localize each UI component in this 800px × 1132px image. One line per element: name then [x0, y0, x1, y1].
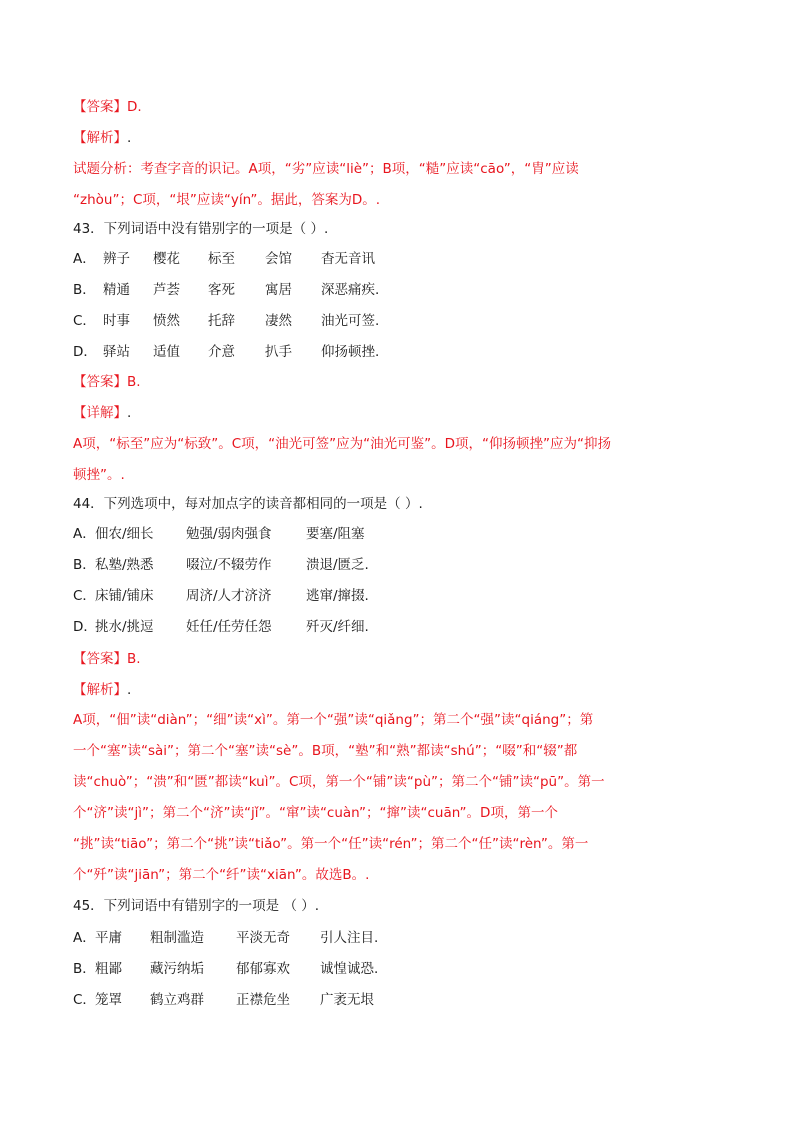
analysis-tag: 【解析】	[73, 682, 127, 698]
q42-analysis-row	[73, 128, 131, 148]
option-letter: C．	[73, 992, 96, 1008]
answer-tag: 【答案】	[73, 99, 127, 115]
option-word: 粗制滥造	[150, 930, 204, 946]
q42-explanation-line-2: “zhòu”；C项，“垠”应读“yín”。据此，答案为D。.	[73, 192, 381, 208]
q44-explanation-line: 读“chuò”；“溃”和“匮”都读“kuì”。C项，第一个“铺”读“pù”；第二个“铺”读“pū”。第一	[73, 774, 605, 790]
option-letter: A．	[73, 930, 96, 946]
option-word: 辨子	[103, 251, 130, 267]
option-word: 时事	[103, 313, 130, 329]
option-letter: B．	[73, 557, 96, 573]
option-word: 平淡无奇	[236, 930, 290, 946]
q42-answer-row	[73, 97, 142, 117]
q43-explanation-line-1: A项，“标至”应为“标致”。C项，“油光可签”应为“油光可鉴”。D项，“仰扬顿挫”应为“抑扬	[73, 436, 611, 452]
option-letter: A．	[73, 251, 96, 267]
option-word: 客死	[208, 282, 235, 298]
detail-tail: .	[127, 405, 132, 421]
q42-explanation-line-1: 试题分析：考查字音的识记。A项，“劣”应读“liè”；B项，“糙”应读“cāo”，“胄”应读	[73, 161, 579, 177]
option-word: 托辞	[208, 313, 235, 329]
q44-explanation-line: 个“济”读“jì”；第二个“济”读“jǐ”。“窜”读“cuàn”；“撺”读“cuān”。D项，第一个	[73, 805, 558, 821]
option-word: 介意	[208, 344, 235, 360]
option-letter: A．	[73, 526, 96, 542]
option-word: 芦荟	[153, 282, 180, 298]
option-word: 会馆	[265, 251, 292, 267]
analysis-tail: .	[127, 130, 132, 146]
q44-analysis-row	[73, 680, 131, 700]
answer-value: B.	[127, 374, 141, 390]
option-word: 油光可签.	[321, 313, 380, 329]
option-word: 佃农/细长	[95, 526, 154, 542]
q43-explanation-line-2: 顿挫”。.	[73, 467, 125, 483]
option-word: 适值	[153, 344, 180, 360]
option-letter: C．	[73, 313, 96, 329]
option-word: 诚惶诚恐.	[320, 961, 379, 977]
q44-explanation-line: 个“歼”读“jiān”；第二个“纤”读“xiān”。故选B。.	[73, 867, 370, 883]
option-word: 郁郁寡欢	[236, 961, 290, 977]
option-word: 杳无音讯	[321, 251, 375, 267]
option-word: 广袤无垠	[320, 992, 374, 1008]
option-word: 引人注目.	[320, 930, 379, 946]
option-word: 正襟危坐	[236, 992, 290, 1008]
q44-explanation-line: “挑”读“tiāo”；第二个“挑”读“tiǎo”。第一个“任”读“rén”；第二个“任”读“rèn”。第一	[73, 836, 589, 852]
option-letter: C．	[73, 588, 96, 604]
option-word: 平庸	[95, 930, 122, 946]
option-word: 樱花	[153, 251, 180, 267]
answer-value: D.	[127, 99, 142, 115]
option-word: 妊任/任劳任怨	[186, 619, 272, 635]
q44-explanation-line: 一个“塞”读“sài”；第二个“塞”读“sè”。B项，“塾”和“熟”都读“shú”；“啜”和“辍”都	[73, 743, 578, 759]
option-letter: D．	[73, 344, 97, 360]
analysis-tail: .	[127, 682, 132, 698]
option-word: 逃窜/撺掇.	[306, 588, 369, 604]
option-word: 要塞/阻塞	[306, 526, 365, 542]
option-letter: B．	[73, 282, 96, 298]
option-word: 扒手	[265, 344, 292, 360]
option-word: 啜泣/不辍劳作	[186, 557, 272, 573]
q43-question: 43．下列词语中没有错别字的一项是（ ）.	[73, 221, 329, 237]
option-word: 凄然	[265, 313, 292, 329]
option-word: 标至	[208, 251, 235, 267]
q43-answer-row	[73, 372, 141, 392]
q45-question: 45．下列词语中有错别字的一项是 （ ）.	[73, 898, 320, 914]
option-word: 仰扬顿挫.	[321, 344, 380, 360]
option-word: 私塾/熟悉	[95, 557, 154, 573]
q44-question: 44．下列选项中，每对加点字的读音都相同的一项是（ ）.	[73, 496, 423, 512]
analysis-tag: 【解析】	[73, 130, 127, 146]
option-word: 床铺/铺床	[95, 588, 154, 604]
option-letter: D．	[73, 619, 97, 635]
option-word: 驿站	[103, 344, 130, 360]
option-word: 挑水/挑逗	[95, 619, 154, 635]
detail-tag: 【详解】	[73, 405, 127, 421]
option-word: 深恶痛疾.	[321, 282, 380, 298]
option-word: 歼灭/纤细.	[306, 619, 369, 635]
option-letter: B．	[73, 961, 96, 977]
q43-detail-row	[73, 403, 131, 423]
option-word: 勉强/弱肉强食	[186, 526, 272, 542]
answer-value: B.	[127, 651, 141, 667]
option-word: 精通	[103, 282, 130, 298]
option-word: 寓居	[265, 282, 292, 298]
option-word: 笼罩	[95, 992, 122, 1008]
answer-tag: 【答案】	[73, 651, 127, 667]
q44-answer-row	[73, 649, 141, 669]
answer-tag: 【答案】	[73, 374, 127, 390]
option-word: 愤然	[153, 313, 180, 329]
q44-explanation-line: A项，“佃”读“diàn”；“细”读“xì”。第一个“强”读“qiǎng”；第二个“强”读“qiáng”；第	[73, 712, 594, 728]
option-word: 鹤立鸡群	[150, 992, 204, 1008]
option-word: 溃退/匮乏.	[306, 557, 369, 573]
option-word: 粗鄙	[95, 961, 122, 977]
option-word: 藏污纳垢	[150, 961, 204, 977]
option-word: 周济/人才济济	[186, 588, 272, 604]
